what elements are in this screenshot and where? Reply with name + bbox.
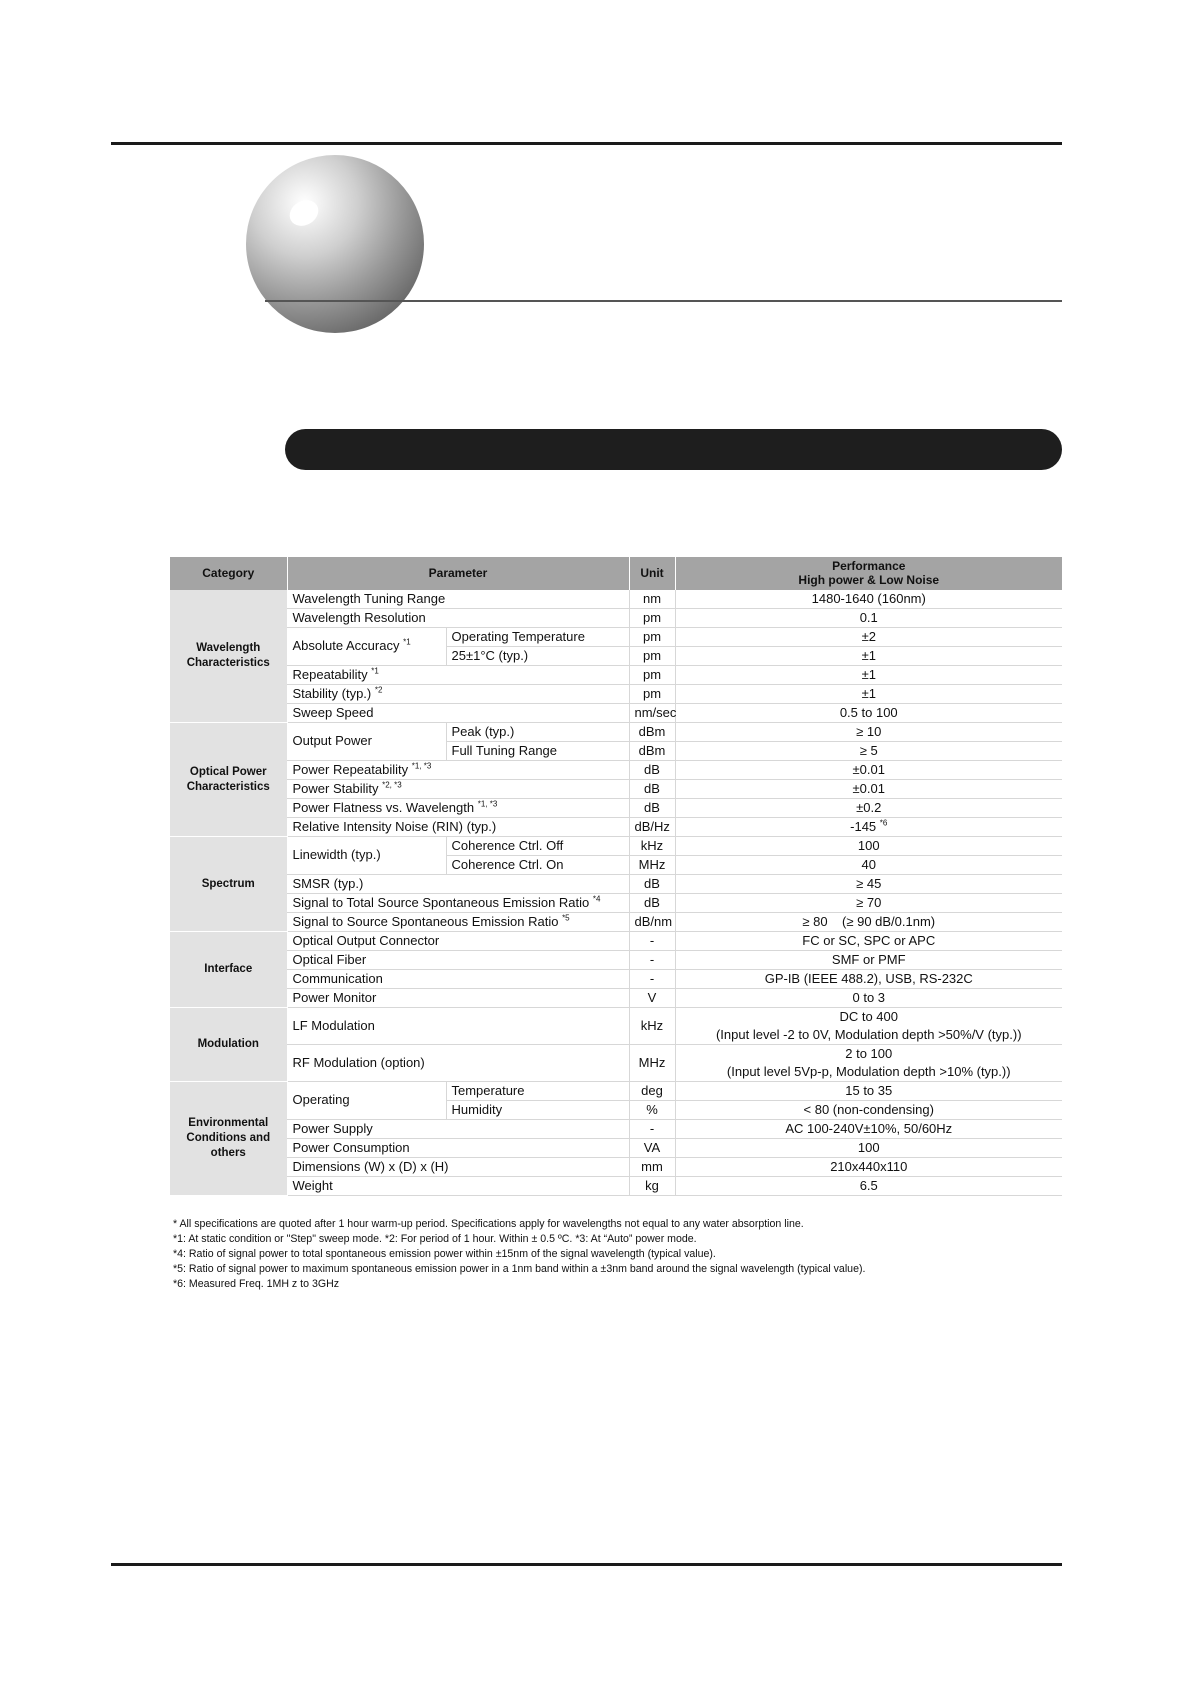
value-cell [675, 1008, 1062, 1045]
sub-param: Operating Temperature [446, 628, 629, 647]
footnote-ref: *1 [371, 666, 379, 676]
param-stability [287, 685, 629, 704]
value-cell: FC or SC, SPC or APC [675, 932, 1062, 951]
unit-cell: - [629, 932, 675, 951]
value-cell: ≥ 45 [675, 875, 1062, 894]
footnote-line: *6: Measured Freq. 1MH z to 3GHz [173, 1278, 340, 1290]
param-power-flatness [287, 799, 629, 818]
header-performance [675, 557, 1062, 590]
param-communication: Communication [287, 970, 629, 989]
sub-param: Temperature [446, 1082, 629, 1101]
unit-cell: dB [629, 875, 675, 894]
param-label: Power Stability [292, 780, 379, 796]
sub-param: Coherence Ctrl. On [446, 856, 629, 875]
top-rule [111, 142, 1062, 145]
value-cell: 210x440x110 [675, 1158, 1062, 1177]
table-row [170, 1177, 1062, 1196]
footnote-line: *4: Ratio of signal power to total spontaneous emission power within ±15nm of the signal wavelength (typical value). [173, 1248, 716, 1260]
value-text: -145 [850, 818, 877, 834]
category-environmental: Environmental Conditions and others [170, 1082, 287, 1196]
param-weight: Weight [287, 1177, 629, 1196]
unit-cell: dB/Hz [629, 818, 675, 837]
value-cell: 15 to 35 [675, 1082, 1062, 1101]
unit-cell: V [629, 989, 675, 1008]
param-label: Signal to Total Source Spontaneous Emission Ratio [292, 894, 590, 910]
specifications-table [170, 557, 1062, 1196]
param-power-monitor: Power Monitor [287, 989, 629, 1008]
table-row [170, 875, 1062, 894]
header-unit: Unit [629, 557, 675, 590]
unit-cell: % [629, 1101, 675, 1120]
value-cell: ±2 [675, 628, 1062, 647]
table-row [170, 609, 1062, 628]
param-connector: Optical Output Connector [287, 932, 629, 951]
table-row [170, 932, 1062, 951]
param-smsr: SMSR (typ.) [287, 875, 629, 894]
value-cell: 100 [675, 1139, 1062, 1158]
table-row [170, 837, 1062, 856]
param-fiber: Optical Fiber [287, 951, 629, 970]
unit-cell: pm [629, 628, 675, 647]
param-power-consumption: Power Consumption [287, 1139, 629, 1158]
footnote-ref: *1 [403, 638, 411, 648]
unit-cell: MHz [629, 856, 675, 875]
footnotes [173, 1217, 1073, 1292]
param-label: Repeatability [292, 666, 368, 682]
value-cell: < 80 (non-condensing) [675, 1101, 1062, 1120]
sphere-graphic [246, 155, 424, 333]
value-cell: 40 [675, 856, 1062, 875]
param-rf-modulation: RF Modulation (option) [287, 1045, 629, 1082]
value-cell: AC 100-240V±10%, 50/60Hz [675, 1120, 1062, 1139]
table-row [170, 1045, 1062, 1082]
unit-cell: dB [629, 761, 675, 780]
footnote-ref: *5 [562, 913, 570, 923]
unit-cell: pm [629, 666, 675, 685]
unit-cell: pm [629, 609, 675, 628]
sub-param: Peak (typ.) [446, 723, 629, 742]
header-performance-line1: Performance [832, 559, 906, 574]
value-cell: 0.5 to 100 [675, 704, 1062, 723]
unit-cell: nm/sec [629, 704, 675, 723]
param-label: Signal to Source Spontaneous Emission Ratio [292, 913, 559, 929]
unit-cell: - [629, 1120, 675, 1139]
value-cell [675, 1045, 1062, 1082]
unit-cell: mm [629, 1158, 675, 1177]
category-interface: Interface [170, 932, 287, 1008]
param-sse-ratio [287, 913, 629, 932]
table-row [170, 761, 1062, 780]
unit-cell: - [629, 970, 675, 989]
unit-cell: kg [629, 1177, 675, 1196]
table-header-row [170, 557, 1062, 590]
unit-cell: VA [629, 1139, 675, 1158]
param-label: Stability (typ.) [292, 685, 372, 701]
param-lf-modulation: LF Modulation [287, 1008, 629, 1045]
param-linewidth: Linewidth (typ.) [287, 837, 446, 875]
param-operating: Operating [287, 1082, 446, 1120]
table-row [170, 970, 1062, 989]
category-spectrum: Spectrum [170, 837, 287, 932]
unit-cell: - [629, 951, 675, 970]
table-row [170, 1008, 1062, 1045]
param-power-repeatability [287, 761, 629, 780]
param-repeatability [287, 666, 629, 685]
category-optical-power: Optical Power Characteristics [170, 723, 287, 837]
unit-cell: dB [629, 799, 675, 818]
unit-cell: deg [629, 1082, 675, 1101]
value-cell: ±1 [675, 685, 1062, 704]
table-row [170, 704, 1062, 723]
value-line1: DC to 400 [839, 1009, 899, 1025]
param-power-stability [287, 780, 629, 799]
table-row [170, 666, 1062, 685]
unit-cell: pm [629, 647, 675, 666]
bottom-rule [111, 1563, 1062, 1566]
header-parameter: Parameter [287, 557, 629, 590]
value-cell: ≥ 10 [675, 723, 1062, 742]
footnote-ref: *6 [879, 818, 888, 828]
table-row [170, 685, 1062, 704]
footnote-ref: *1, *3 [411, 761, 432, 771]
table-row [170, 723, 1062, 742]
param-power-supply: Power Supply [287, 1120, 629, 1139]
table-row [170, 913, 1062, 932]
category-modulation: Modulation [170, 1008, 287, 1082]
unit-cell: dB [629, 780, 675, 799]
section-header-bar [285, 429, 1062, 470]
table-row [170, 1082, 1062, 1101]
header-category: Category [170, 557, 287, 590]
value-cell: 0 to 3 [675, 989, 1062, 1008]
sub-param: Coherence Ctrl. Off [446, 837, 629, 856]
unit-cell: dB/nm [629, 913, 675, 932]
value-cell: 0.1 [675, 609, 1062, 628]
value-cell: GP-IB (IEEE 488.2), USB, RS-232C [675, 970, 1062, 989]
footnote-ref: *2 [374, 685, 383, 695]
unit-cell: kHz [629, 837, 675, 856]
unit-cell: dB [629, 894, 675, 913]
value-cell: ≥ 70 [675, 894, 1062, 913]
param-resolution: Wavelength Resolution [287, 609, 629, 628]
param-rin: Relative Intensity Noise (RIN) (typ.) [287, 818, 629, 837]
param-output-power: Output Power [287, 723, 446, 761]
value-cell: ±0.2 [675, 799, 1062, 818]
param-total-sse-ratio [287, 894, 629, 913]
table-row [170, 590, 1062, 609]
unit-cell: MHz [629, 1045, 675, 1082]
table-row [170, 799, 1062, 818]
value-cell: ≥ 5 [675, 742, 1062, 761]
value-line2: (Input level 5Vp-p, Modulation depth >10% (typ.)) [726, 1064, 1011, 1079]
value-cell: ±0.01 [675, 761, 1062, 780]
table-row [170, 989, 1062, 1008]
value-cell: SMF or PMF [675, 951, 1062, 970]
value-cell: 100 [675, 837, 1062, 856]
title-underline [265, 300, 1062, 302]
footnote-ref: *4 [592, 894, 601, 904]
param-absolute-accuracy [287, 628, 446, 666]
table-row [170, 818, 1062, 837]
footnote-ref: *2, *3 [382, 780, 402, 790]
footnote-line: *5: Ratio of signal power to maximum spontaneous emission power in a 1nm band within a ±3nm band around the signal wavelength (typical value). [173, 1263, 866, 1275]
footnote-line: *1: At static condition or "Step" sweep mode. *2: For period of 1 hour. Within ± 0.5 ºC. *3: At “Auto” power mode. [173, 1233, 697, 1245]
table-row [170, 894, 1062, 913]
table-row [170, 1139, 1062, 1158]
param-tuning-range: Wavelength Tuning Range [287, 590, 629, 609]
unit-cell: pm [629, 685, 675, 704]
param-label: Power Flatness vs. Wavelength [292, 799, 475, 815]
sub-param: Humidity [446, 1101, 629, 1120]
footnote-ref: *1, *3 [477, 799, 498, 809]
category-wavelength: Wavelength Characteristics [170, 590, 287, 723]
table-row [170, 780, 1062, 799]
value-cell: ±1 [675, 666, 1062, 685]
value-cell: 6.5 [675, 1177, 1062, 1196]
value-cell: 1480-1640 (160nm) [675, 590, 1062, 609]
table-row [170, 1120, 1062, 1139]
header-performance-line2: High power & Low Noise [798, 572, 940, 587]
unit-cell: dBm [629, 742, 675, 761]
param-label: Power Repeatability [292, 761, 409, 777]
param-sweep-speed: Sweep Speed [287, 704, 629, 723]
param-label: Absolute Accuracy [292, 638, 400, 654]
unit-cell: kHz [629, 1008, 675, 1045]
unit-cell: dBm [629, 723, 675, 742]
sub-param: Full Tuning Range [446, 742, 629, 761]
value-cell: ±0.01 [675, 780, 1062, 799]
value-line2: (Input level -2 to 0V, Modulation depth >50%/V (typ.)) [715, 1027, 1022, 1042]
param-dimensions: Dimensions (W) x (D) x (H) [287, 1158, 629, 1177]
table-row [170, 1158, 1062, 1177]
unit-cell: nm [629, 590, 675, 609]
value-cell: ≥ 80 (≥ 90 dB/0.1nm) [675, 913, 1062, 932]
value-cell [675, 818, 1062, 837]
table-row [170, 951, 1062, 970]
value-line1: 2 to 100 [845, 1046, 893, 1062]
table-row [170, 628, 1062, 647]
sub-param: 25±1°C (typ.) [446, 647, 629, 666]
value-cell: ±1 [675, 647, 1062, 666]
footnote-line: * All specifications are quoted after 1 hour warm-up period. Specifications apply for wavelengths not equal to any water absorption line. [173, 1218, 804, 1230]
